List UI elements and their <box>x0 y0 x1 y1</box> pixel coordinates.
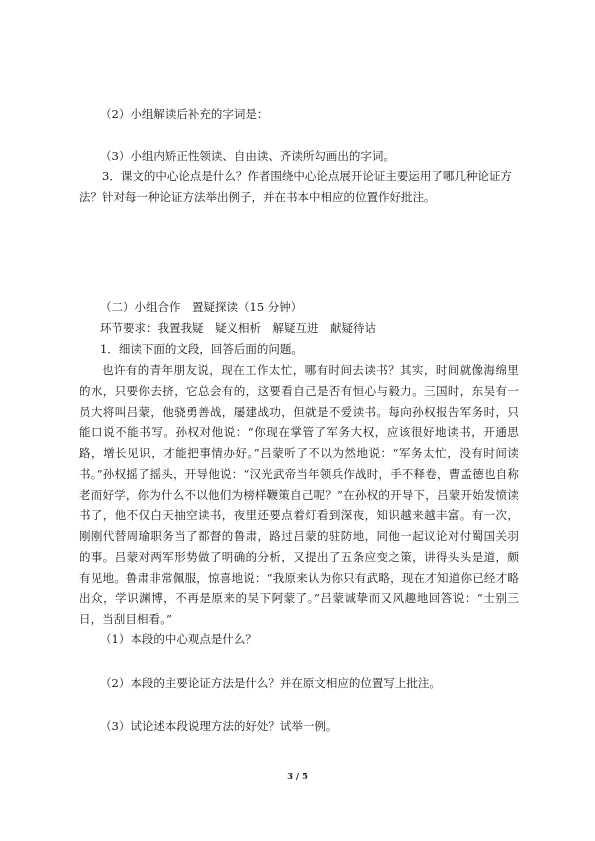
section-2-requirements: 环节要求：我置我疑 疑义相析 解疑互进 献疑待诂 <box>100 321 376 335</box>
sub-question-2: （2）本段的主要论证方法是什么？并在原文相应的位置写上批注。 <box>100 676 441 690</box>
sub-question-3: （3）试论述本段说理方法的好处？试举一例。 <box>100 719 338 733</box>
section-2-title: （二）小组合作 置疑探读（15 分钟） <box>100 300 303 314</box>
question-2-2: （2）小组解读后补充的字词是： <box>100 107 269 121</box>
question-2-3: （3）小组内矫正性领读、自由读、齐读所勾画出的字词。 <box>100 149 395 163</box>
question-3: 3．课文的中心论点是什么？作者围绕中心论点展开论证主要运用了哪几种论证方法？针对每一种论证方法举出例子，并在书本中相应的位置作好批注。 <box>79 169 512 204</box>
reading-passage: 也许有的青年朋友说，现在工作太忙，哪有时间去读书？其实，时间就像海绵里的水，只要你去挤，它总会有的，这要看自己是否有恒心与毅力。三国时，东吴有一员大将叫吕蒙，他骁勇善战，屡建战功，但就是不爱读书。每向孙权报告军务时，只能口说不能书写。孙权对他说：“你现在掌管了军务大权，应该很好地读书，开通思路，增长见识，才能把事情办好。”吕蒙听了不以为然地说：“军务太忙，没有时间读书。”孙权摇了摇头，开导他说：“汉光武帝当年领兵作战时，手不释卷，曹孟德也自称老而好学，你为什么不以他们为榜样鞭策自己呢？”在孙权的开导下，吕蒙开始发愤读书了，他不仅白天抽空读书，夜里还要点着灯看到深夜，知识越来越丰富。有一次，刚刚代替周瑜职务当了都督的鲁肃，路过吕蒙的驻防地，同他一起议论对付蜀国关羽的事。吕蒙对两军形势做了明确的分析，又提出了五条应变之策，讲得头头是道，颇有见地。鲁肃非常佩服，惊喜地说：“我原来认为你只有武略，现在才知道你已经才略出众，学识渊博，不再是原来的吴下阿蒙了。”吕蒙诚挚而又风趣地回答说：“士别三日，当刮目相看。” <box>79 363 519 626</box>
page-number: 3 / 5 <box>287 772 308 782</box>
task-1-instruction: 1．细读下面的文段，回答后面的问题。 <box>100 342 303 356</box>
sub-question-1: （1）本段的中心观点是什么？ <box>100 632 257 646</box>
